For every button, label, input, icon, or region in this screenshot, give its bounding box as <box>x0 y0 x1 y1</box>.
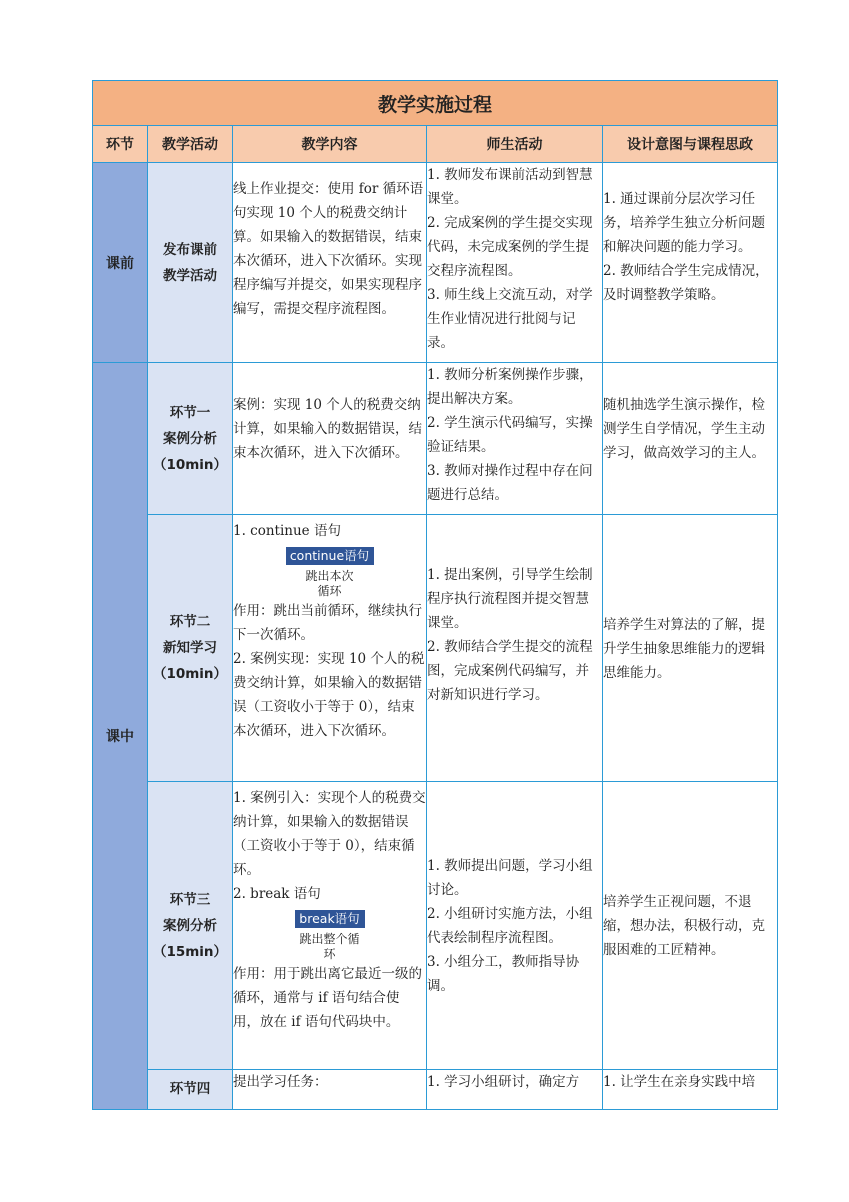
table-row <box>93 782 778 1070</box>
teacher-student-pre-class: 1. 教师发布课前活动到智慧课堂。 2. 完成案例的学生提交实现代码，未完成案例的学生提交程序流程图。 3. 师生线上交流互动，对学生作业情况进行批阅与记录。 <box>427 163 603 363</box>
header-teacher-student: 师生活动 <box>427 126 603 163</box>
break-statement-badge: break语句 <box>295 910 365 928</box>
table-row <box>93 363 778 515</box>
header-activity: 教学活动 <box>148 126 233 163</box>
content-step3: 1. 案例引入：实现个人的税费交纳计算，如果输入的数据错误（工资收小于等于 0），结束循环。 2. break 语句 break语句 跳出整个循 环 作用：用于跳出离它最近一级的循环，通常与 if 语句结合使用，放在 if 语句代码块中。 <box>233 782 427 1070</box>
header-content: 教学内容 <box>233 126 427 163</box>
intent-pre-class: 1. 通过课前分层次学习任务，培养学生独立分析问题和解决问题的能力学习。 2. 教师结合学生完成情况，及时调整教学策略。 <box>603 163 778 363</box>
activity-step3: 环节三 案例分析 （15min） <box>148 782 233 1070</box>
teaching-process-table <box>92 80 778 1110</box>
teacher-student-step2: 1. 提出案例，引导学生绘制程序执行流程图并提交智慧课堂。 2. 教师结合学生提交的流程图，完成案例代码编写，并对新知识进行学习。 <box>427 515 603 782</box>
header-intent: 设计意图与课程思政 <box>603 126 778 163</box>
intent-step1: 随机抽选学生演示操作，检测学生自学情况，学生主动学习，做高效学习的主人。 <box>603 363 778 515</box>
phase-pre-class: 课前 <box>93 163 148 363</box>
teacher-student-step1: 1. 教师分析案例操作步骤，提出解决方案。 2. 学生演示代码编写，实操验证结果。 3. 教师对操作过程中存在问题进行总结。 <box>427 363 603 515</box>
intent-step3: 培养学生正视问题，不退缩，想办法，积极行动，克服困难的工匠精神。 <box>603 782 778 1070</box>
header-row <box>93 126 778 163</box>
teacher-student-step4: 1. 学习小组研讨，确定方 <box>427 1070 603 1110</box>
activity-step4: 环节四 <box>148 1070 233 1110</box>
activity-step2: 环节二 新知学习 （10min） <box>148 515 233 782</box>
intent-step2: 培养学生对算法的了解，提升学生抽象思维能力的逻辑思维能力。 <box>603 515 778 782</box>
activity-pre-class: 发布课前 教学活动 <box>148 163 233 363</box>
content-step1: 案例：实现 10 个人的税费交纳计算，如果输入的数据错误，结束本次循环，进入下次循环。 <box>233 363 427 515</box>
header-phase: 环节 <box>93 126 148 163</box>
activity-step1: 环节一 案例分析 （10min） <box>148 363 233 515</box>
continue-statement-badge: continue语句 <box>286 547 374 565</box>
content-step2: 1. continue 语句 continue语句 跳出本次 循环 作用：跳出当前循环，继续执行下一次循环。 2. 案例实现：实现 10 个人的税费交纳计算，如果输入的数据错误（工资收小于等于 0），结束本次循环，进入下次循环。 <box>233 515 427 782</box>
phase-in-class: 课中 <box>93 363 148 1110</box>
intent-step4: 1. 让学生在亲身实践中培 <box>603 1070 778 1110</box>
table-row <box>93 515 778 782</box>
table-title: 教学实施过程 <box>93 81 778 126</box>
teacher-student-step3: 1. 教师提出问题，学习小组讨论。 2. 小组研讨实施方法，小组代表绘制程序流程图。 3. 小组分工，教师指导协调。 <box>427 782 603 1070</box>
content-pre-class: 线上作业提交：使用 for 循环语句实现 10 个人的税费交纳计算。如果输入的数据错误，结束本次循环，进入下次循环。实现程序编写并提交，如果实现程序编写，需提交程序流程图。 <box>233 163 427 363</box>
content-step4: 提出学习任务： <box>233 1070 427 1110</box>
table-row <box>93 163 778 363</box>
table-row <box>93 1070 778 1110</box>
